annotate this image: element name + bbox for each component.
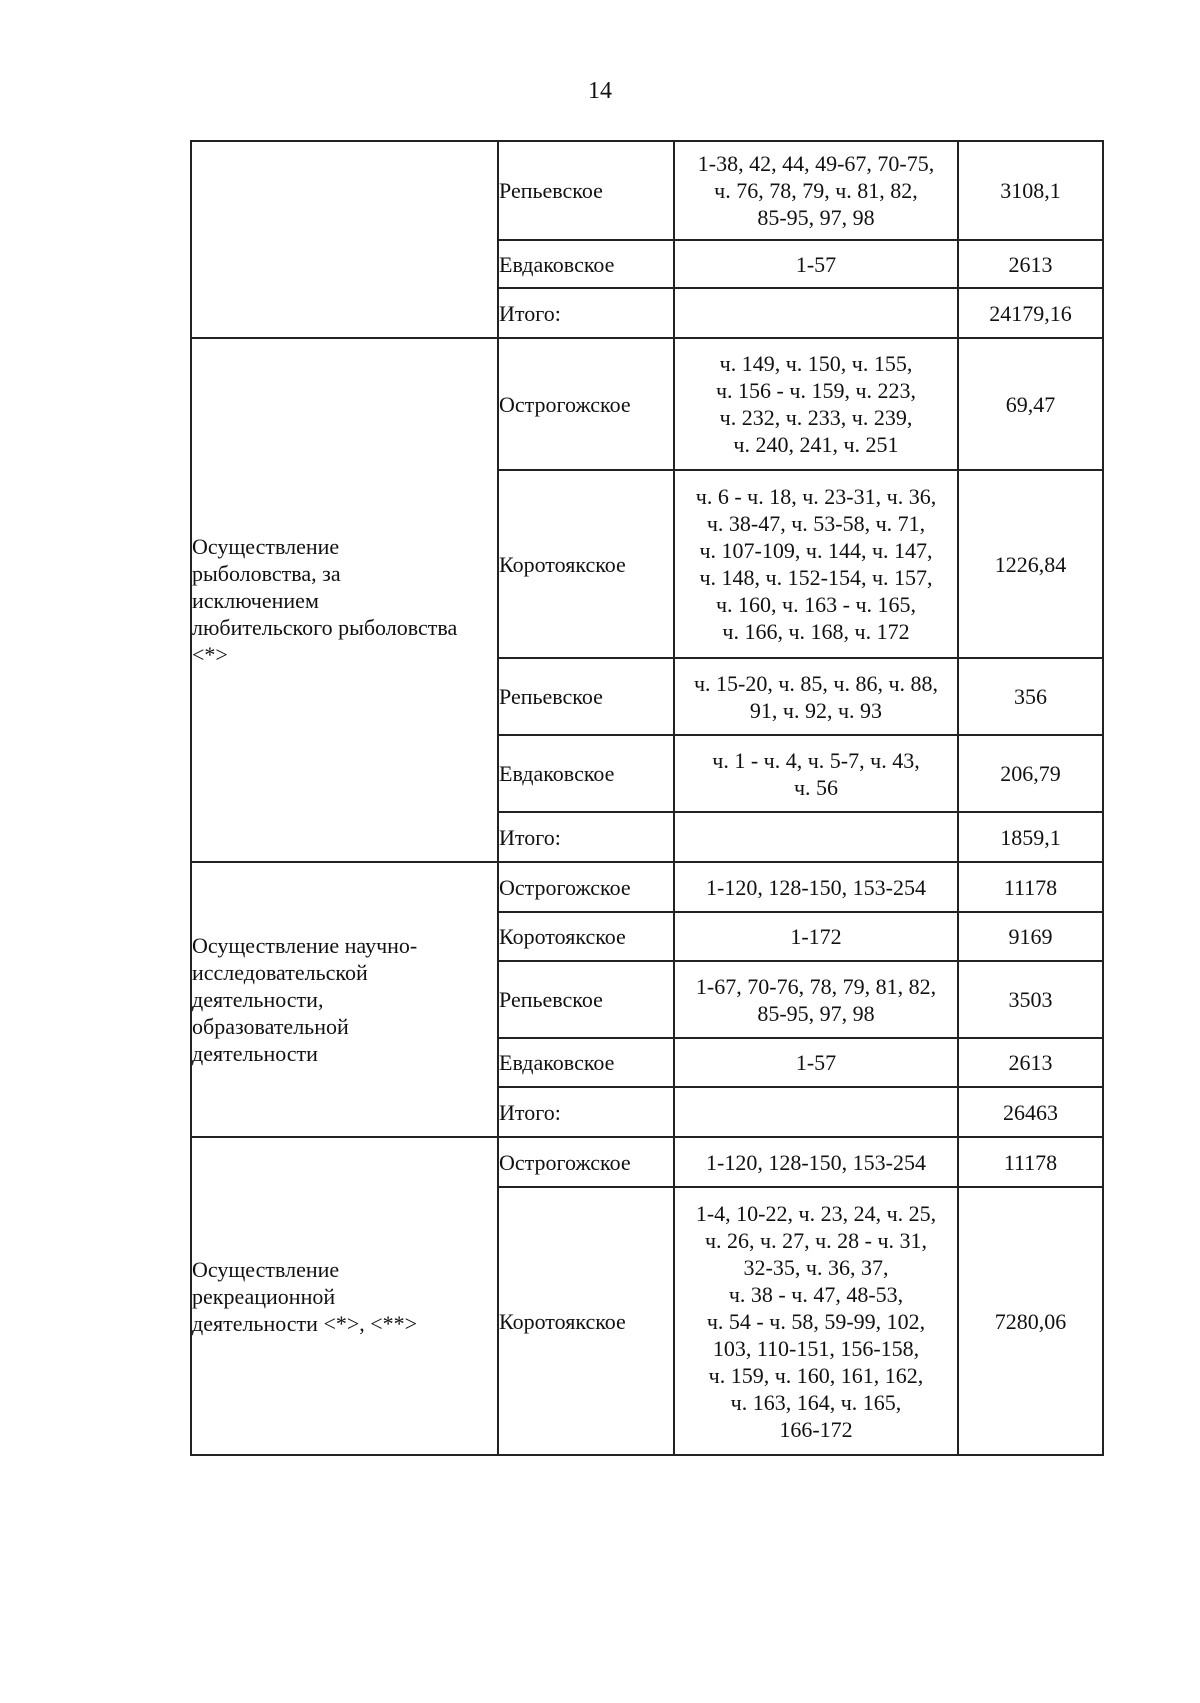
area-cell: 3503 xyxy=(958,961,1103,1038)
compartments-cell xyxy=(674,288,958,338)
area-cell: 356 xyxy=(958,658,1103,735)
area-cell: 9169 xyxy=(958,912,1103,961)
total-label: Итого: xyxy=(498,1087,674,1137)
compartments-cell xyxy=(674,1087,958,1137)
total-label: Итого: xyxy=(498,288,674,338)
district-cell: Коротоякское xyxy=(498,912,674,961)
area-cell: 2613 xyxy=(958,1038,1103,1087)
activity-cell: Осуществление рекреационной деятельности <*>, <**> xyxy=(191,1137,498,1455)
table-row xyxy=(191,141,1103,240)
compartments-cell: 1-120, 128-150, 153-254 xyxy=(674,1137,958,1187)
activity-cell: Осуществление научно- исследовательской деятельности, образовательной деятельности xyxy=(191,862,498,1137)
compartments-cell: ч. 149, ч. 150, ч. 155, ч. 156 - ч. 159, ч. 223, ч. 232, ч. 233, ч. 239, ч. 240, 241, ч. 251 xyxy=(674,338,958,470)
district-cell: Репьевское xyxy=(498,141,674,240)
area-cell: 11178 xyxy=(958,862,1103,912)
activity-cell xyxy=(191,141,498,338)
area-cell: 206,79 xyxy=(958,735,1103,812)
district-cell: Евдаковское xyxy=(498,735,674,812)
total-area: 26463 xyxy=(958,1087,1103,1137)
compartments-cell: 1-57 xyxy=(674,1038,958,1087)
area-cell: 3108,1 xyxy=(958,141,1103,240)
compartments-cell xyxy=(674,812,958,862)
district-cell: Репьевское xyxy=(498,658,674,735)
district-cell: Коротоякское xyxy=(498,470,674,658)
compartments-cell: ч. 1 - ч. 4, ч. 5-7, ч. 43, ч. 56 xyxy=(674,735,958,812)
compartments-cell: ч. 6 - ч. 18, ч. 23-31, ч. 36, ч. 38-47, ч. 53-58, ч. 71, ч. 107-109, ч. 144, ч. 147, ч. 148, ч. 152-154, ч. 157, ч. 160, ч. 163 - ч. 165, ч. 166, ч. 168, ч. 172 xyxy=(674,470,958,658)
page-number: 14 xyxy=(588,78,612,104)
total-area: 24179,16 xyxy=(958,288,1103,338)
forest-use-table xyxy=(190,140,1104,1456)
total-area: 1859,1 xyxy=(958,812,1103,862)
area-cell: 7280,06 xyxy=(958,1187,1103,1455)
area-cell: 69,47 xyxy=(958,338,1103,470)
compartments-cell: ч. 15-20, ч. 85, ч. 86, ч. 88, 91, ч. 92, ч. 93 xyxy=(674,658,958,735)
compartments-cell: 1-172 xyxy=(674,912,958,961)
district-cell: Острогожское xyxy=(498,862,674,912)
compartments-cell: 1-4, 10-22, ч. 23, 24, ч. 25, ч. 26, ч. 27, ч. 28 - ч. 31, 32-35, ч. 36, 37, ч. 38 - ч. 47, 48-53, ч. 54 - ч. 58, 59-99, 102, 103, 110-151, 156-158, ч. 159, ч. 160, 161, 162, ч. 163, 164, ч. 165, 166-172 xyxy=(674,1187,958,1455)
area-cell: 2613 xyxy=(958,240,1103,288)
area-cell: 11178 xyxy=(958,1137,1103,1187)
compartments-cell: 1-57 xyxy=(674,240,958,288)
total-label: Итого: xyxy=(498,812,674,862)
district-cell: Евдаковское xyxy=(498,1038,674,1087)
table-row xyxy=(191,338,1103,470)
activity-cell: Осуществление рыболовства, за исключением любительского рыболовства <*> xyxy=(191,338,498,862)
district-cell: Коротоякское xyxy=(498,1187,674,1455)
area-cell: 1226,84 xyxy=(958,470,1103,658)
district-cell: Острогожское xyxy=(498,1137,674,1187)
district-cell: Евдаковское xyxy=(498,240,674,288)
compartments-cell: 1-38, 42, 44, 49-67, 70-75, ч. 76, 78, 79, ч. 81, 82, 85-95, 97, 98 xyxy=(674,141,958,240)
compartments-cell: 1-120, 128-150, 153-254 xyxy=(674,862,958,912)
district-cell: Репьевское xyxy=(498,961,674,1038)
compartments-cell: 1-67, 70-76, 78, 79, 81, 82, 85-95, 97, 98 xyxy=(674,961,958,1038)
district-cell: Острогожское xyxy=(498,338,674,470)
table-row xyxy=(191,862,1103,912)
table-row xyxy=(191,1137,1103,1187)
